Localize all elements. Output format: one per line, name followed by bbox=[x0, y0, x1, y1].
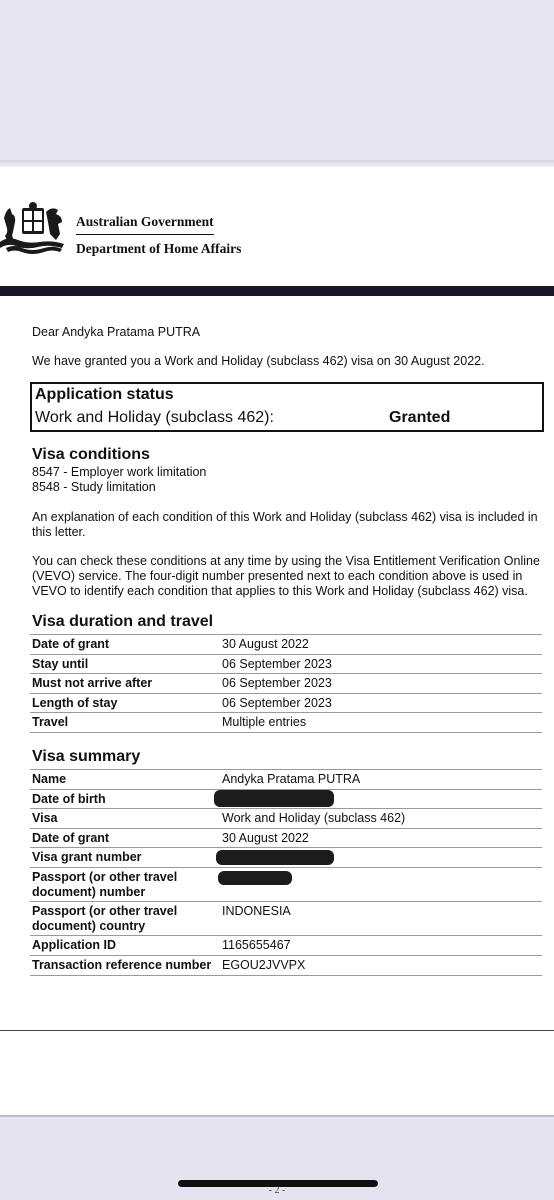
row-label: Application ID bbox=[32, 938, 117, 952]
application-status-visa: Work and Holiday (subclass 462): bbox=[35, 409, 274, 426]
condition-item: 8548 - Study limitation bbox=[32, 480, 156, 494]
row-label: Travel bbox=[32, 715, 69, 729]
application-status-box bbox=[30, 382, 544, 432]
row-value: INDONESIA bbox=[222, 904, 291, 918]
table-row bbox=[30, 956, 542, 976]
vevo-text-line: (VEVO) service. The four-digit number presented next to each condition above is used in bbox=[32, 569, 523, 583]
row-label: Date of birth bbox=[32, 792, 106, 806]
row-label-line: Passport (or other travel bbox=[32, 904, 178, 918]
table-row bbox=[30, 809, 542, 829]
vevo-text-line: You can check these conditions at any time by using the Visa Entitlement Verification Online bbox=[32, 554, 540, 568]
government-name: Australian Government bbox=[76, 214, 214, 229]
row-label: Must not arrive after bbox=[32, 676, 153, 690]
row-label: Date of grant bbox=[32, 637, 110, 651]
row-value: 1165655467 bbox=[222, 938, 291, 952]
row-label: Date of grant bbox=[32, 831, 110, 845]
row-value: 06 September 2023 bbox=[222, 657, 332, 671]
page-end-divider bbox=[0, 1030, 554, 1031]
condition-item: 8547 - Employer work limitation bbox=[32, 465, 207, 479]
summary-table bbox=[30, 769, 542, 976]
row-label-line: document) number bbox=[32, 885, 146, 899]
table-row bbox=[30, 635, 542, 655]
table-row bbox=[30, 655, 542, 674]
row-value: 06 September 2023 bbox=[222, 676, 332, 690]
header-bar bbox=[0, 286, 554, 296]
summary-section-title: Visa summary bbox=[32, 748, 141, 765]
duration-section-title: Visa duration and travel bbox=[32, 613, 214, 630]
intro-text: We have granted you a Work and Holiday (subclass 462) visa on 30 August 2022. bbox=[32, 354, 485, 368]
row-label: Visa grant number bbox=[32, 850, 142, 864]
header-divider bbox=[76, 234, 214, 235]
salutation: Dear Andyka Pratama PUTRA bbox=[32, 325, 201, 339]
row-label: Transaction reference number bbox=[32, 958, 212, 972]
coat-of-arms-icon bbox=[0, 198, 72, 256]
row-value: EGOU2JVVPX bbox=[222, 958, 306, 972]
table-row bbox=[30, 694, 542, 713]
visa-conditions-title: Visa conditions bbox=[32, 446, 150, 463]
vevo-text-line: VEVO to identify each condition that applies to this Work and Holiday (subclass 462) visa. bbox=[32, 584, 528, 598]
row-label: Length of stay bbox=[32, 696, 118, 710]
conditions-explanation-line: An explanation of each condition of this Work and Holiday (subclass 462) visa is included in bbox=[32, 510, 538, 524]
department-name: Department of Home Affairs bbox=[76, 241, 242, 256]
table-row bbox=[30, 829, 542, 848]
duration-table bbox=[30, 634, 542, 733]
table-row bbox=[30, 674, 542, 694]
application-status-title: Application status bbox=[35, 386, 174, 403]
page-number: - 2 - bbox=[268, 1185, 286, 1196]
row-value: Andyka Pratama PUTRA bbox=[222, 772, 361, 786]
table-row bbox=[30, 848, 542, 868]
row-label bbox=[32, 870, 212, 900]
table-row bbox=[30, 713, 542, 733]
row-label-line: document) country bbox=[32, 919, 146, 933]
application-status-value: Granted bbox=[389, 409, 451, 426]
screen-background-top bbox=[0, 0, 554, 166]
row-value: Work and Holiday (subclass 462) bbox=[222, 811, 406, 825]
row-label bbox=[32, 904, 212, 934]
row-value: 30 August 2022 bbox=[222, 831, 309, 845]
table-row bbox=[30, 868, 542, 902]
row-label: Stay until bbox=[32, 657, 89, 671]
row-label-line: Passport (or other travel bbox=[32, 870, 178, 884]
redaction-mark bbox=[216, 850, 334, 865]
row-value: Multiple entries bbox=[222, 715, 307, 729]
conditions-explanation-line: this letter. bbox=[32, 525, 86, 539]
redaction-mark bbox=[214, 790, 334, 807]
table-row bbox=[30, 902, 542, 936]
row-value: 06 September 2023 bbox=[222, 696, 332, 710]
row-label: Name bbox=[32, 772, 67, 786]
row-label: Visa bbox=[32, 811, 58, 825]
redaction-mark bbox=[218, 871, 292, 885]
table-row bbox=[30, 790, 542, 809]
table-row bbox=[30, 770, 542, 790]
row-value: 30 August 2022 bbox=[222, 637, 309, 651]
table-row bbox=[30, 936, 542, 956]
